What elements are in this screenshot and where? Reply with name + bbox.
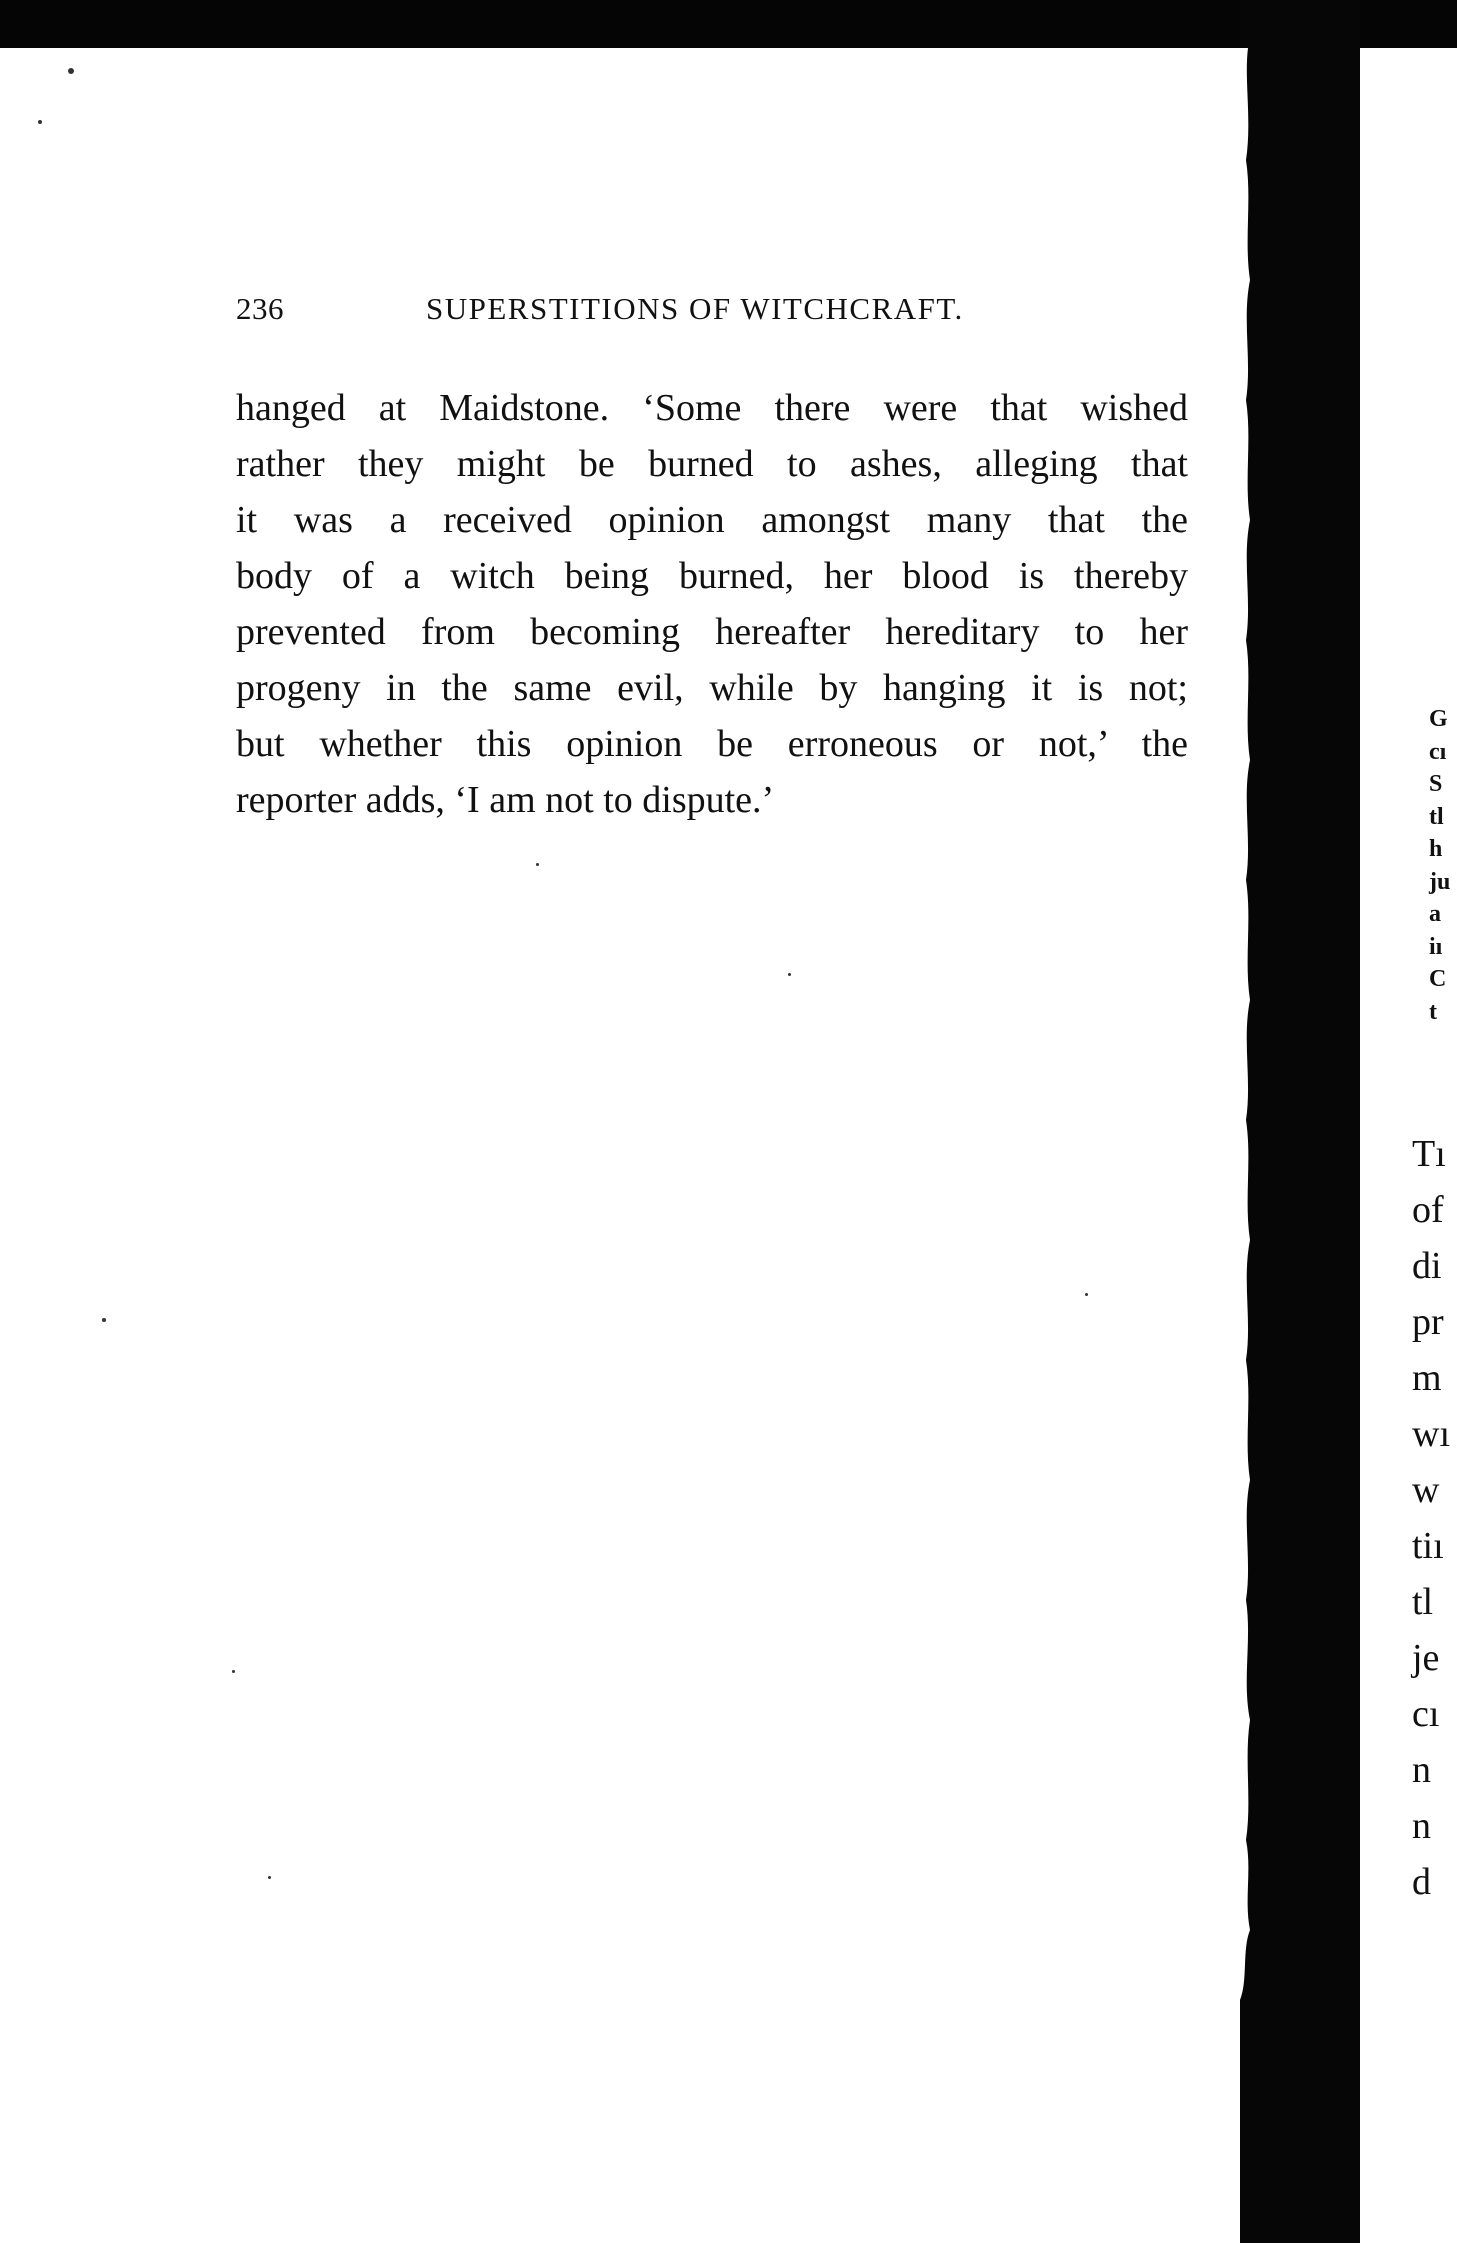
scan-speck bbox=[68, 68, 74, 74]
text-line: hanged at Maidstone. ‘Some there were that wished bbox=[236, 387, 1188, 429]
fragment-line: tl bbox=[1429, 803, 1444, 830]
right-page-fragment bbox=[1360, 48, 1457, 2243]
scan-speck bbox=[1085, 1293, 1088, 1296]
text-line: but whether this opinion be erroneous or not,’ the bbox=[236, 723, 1188, 765]
running-head bbox=[236, 291, 1056, 331]
main-text-fragment bbox=[1412, 1126, 1450, 1910]
fragment-line: tl bbox=[1412, 1581, 1434, 1623]
fragment-line: je bbox=[1412, 1637, 1440, 1679]
fragment-line: G bbox=[1429, 706, 1448, 732]
scan-speck bbox=[102, 1318, 106, 1322]
text-line: it was a received opinion amongst many that the bbox=[236, 499, 1188, 541]
scan-speck bbox=[268, 1876, 271, 1879]
running-title: SUPERSTITIONS OF WITCHCRAFT. bbox=[426, 291, 964, 326]
text-line: prevented from becoming hereafter hereditary to her bbox=[236, 611, 1188, 653]
fragment-line: n bbox=[1412, 1805, 1431, 1847]
fragment-line: tiı bbox=[1412, 1525, 1444, 1567]
text-line: progeny in the same evil, while by hanging it is not; bbox=[236, 667, 1188, 709]
fragment-line: t bbox=[1429, 998, 1437, 1025]
gutter-shadow-shape bbox=[1240, 0, 1360, 2243]
fragment-line: m bbox=[1412, 1357, 1442, 1399]
fragment-line: cı bbox=[1429, 738, 1447, 765]
fragment-line: d bbox=[1412, 1861, 1431, 1903]
scan-top-border bbox=[0, 0, 1457, 48]
fragment-line: iı bbox=[1429, 933, 1443, 960]
book-gutter-shadow bbox=[1240, 0, 1360, 2243]
fragment-line: pr bbox=[1412, 1301, 1444, 1343]
fragment-line: of bbox=[1412, 1189, 1444, 1231]
page-number: 236 bbox=[236, 291, 284, 326]
fragment-line: w bbox=[1412, 1469, 1440, 1511]
fragment-line: di bbox=[1412, 1245, 1442, 1287]
fragment-line: C bbox=[1429, 966, 1447, 992]
fragment-line: wı bbox=[1412, 1413, 1450, 1455]
fragment-line: ju bbox=[1429, 868, 1451, 895]
fragment-line: Tı bbox=[1412, 1133, 1446, 1175]
text-line: body of a witch being burned, her blood is thereby bbox=[236, 555, 1188, 597]
scan-speck bbox=[38, 120, 42, 124]
fragment-line: n bbox=[1412, 1749, 1431, 1791]
scan-speck bbox=[232, 1670, 235, 1673]
body-paragraph bbox=[236, 380, 1188, 828]
text-line: rather they might be burned to ashes, alleging that bbox=[236, 443, 1188, 485]
fragment-line: a bbox=[1429, 901, 1441, 927]
scan-speck bbox=[536, 863, 539, 866]
fragment-line: cı bbox=[1412, 1693, 1440, 1735]
footnote-fragment bbox=[1429, 703, 1450, 1028]
left-page bbox=[0, 48, 1240, 2243]
text-line: reporter adds, ‘I am not to dispute.’ bbox=[236, 779, 775, 821]
fragment-line: h bbox=[1429, 836, 1443, 862]
fragment-line: S bbox=[1429, 771, 1443, 797]
scan-speck bbox=[788, 973, 791, 976]
